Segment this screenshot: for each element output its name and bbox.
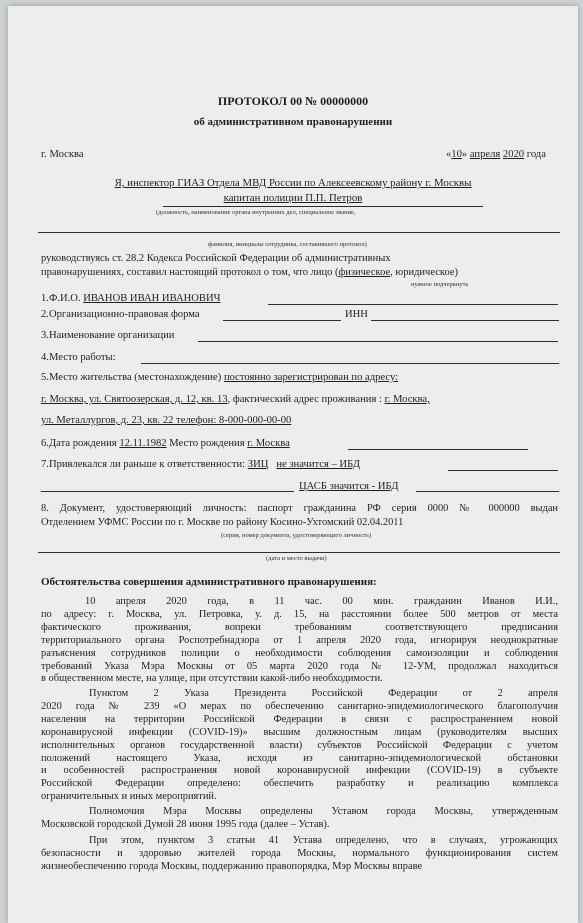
- circumstances-p3-line: Полномочия Мэра Москвы определены Уставом города Москвы, утвержденным: [89, 806, 558, 817]
- inspector-rule-2: [38, 232, 560, 233]
- circumstances-p2-line: коронавирусной инфекции (COVID-19)» высшим должностным лицам (руководителям высших: [41, 726, 558, 738]
- id-doc-rule: [38, 552, 560, 553]
- circumstances-p4-line: безопасности и здоровью жителей города Москвы, нормального функционирования систем: [41, 847, 558, 859]
- field-residence-line-2: г. Москва, ул. Святоозерская, д. 12, кв. 13, фактический адрес проживания : г. Москва,: [41, 394, 430, 405]
- inspector-rule: [163, 206, 483, 207]
- prior-rule-2: [41, 491, 294, 492]
- circumstances-p4-line: жизнеобеспечению города Москвы, поддержанию правопорядка, Мэр Москвы вправе: [41, 860, 423, 872]
- circumstances-p2-line: населения на территории Российской Федерации в связи с распространением новой: [41, 713, 558, 725]
- org-name-rule: [198, 341, 558, 342]
- circumstances-heading: Обстоятельства совершения административного правонарушения:: [41, 576, 377, 588]
- intro-caption: нужное подчеркнуть: [411, 281, 469, 288]
- document-subtitle: об административном правонарушении: [193, 116, 393, 128]
- city: г. Москва: [41, 149, 84, 160]
- field-prior-record-2: ЦАСБ значится - ИБД: [299, 481, 399, 492]
- field-inn: ИНН: [345, 309, 368, 320]
- circumstances-p3-line: Московской городской Думой 28 июня 1995 года (далее – Устав).: [41, 818, 330, 830]
- field-id-doc-line-1: 8. Документ, удостоверяющий личность: паспорт гражданина РФ серия 0000 № 000000 выдан: [41, 503, 558, 514]
- inspector-caption-1: (должность, наименование органа внутренних дел, специальное звание,: [156, 209, 356, 216]
- field-org-name: 3.Наименование организации: [41, 330, 175, 341]
- prior-rule-1: [448, 470, 558, 471]
- document-title: ПРОТОКОЛ 00 № 00000000: [217, 94, 369, 108]
- circumstances-p1-line: требований Указа Мэра Москвы от 05 марта 2020 года № 12-УМ, продолжал находиться: [41, 660, 558, 672]
- workplace-rule: [141, 363, 559, 364]
- document-date: «10» апреля 2020 года: [446, 149, 546, 160]
- id-doc-caption-1: (серия, номер документа, удостоверяющего личность): [221, 532, 372, 539]
- inspector-line-2: капитан полиции П.П. Петров: [223, 192, 363, 204]
- field-workplace: 4.Место работы:: [41, 352, 116, 363]
- prior-rule-3: [416, 491, 559, 492]
- circumstances-p2-line: Пунктом 2 Указа Президента Российской Федерации от 2 апреля: [89, 688, 558, 699]
- field-residence-line-3: ул. Металлургов, д. 23, кв. 22 телефон: 8-000-000-00-00: [41, 415, 292, 426]
- birth-rule: [348, 449, 528, 450]
- circumstances-p2-line: и особенностей распространения новой коронавирусной инфекции (COVID-19) в субъекте: [41, 765, 558, 777]
- id-doc-caption-2: (дата и место выдачи): [266, 555, 327, 562]
- circumstances-p1-line: территориального органа Роспотребнадзора от 1 апреля 2020 года, игнорируя неоднократные: [41, 634, 558, 646]
- circumstances-p1-line: по адресу: г. Москва, ул. Петровка, у. д. 15, на расстоянии более 500 метров от места: [41, 608, 558, 620]
- field-birth: 6.Дата рождения 12.11.1982 Место рождения г. Москва: [41, 438, 290, 449]
- fio-rule: [268, 304, 558, 305]
- circumstances-p2-line: 2020 года № 239 «О мерах по обеспечению санитарно-эпидемиологического благополучия: [41, 700, 558, 712]
- circumstances-p1-line: разъяснения сотрудников полиции о необходимости соблюдения самоизоляции и соблюдения: [41, 647, 558, 659]
- field-residence: 5.Место жительства (местонахождение) постоянно зарегистрирован по адресу:: [41, 372, 399, 383]
- field-fio: 1.Ф.И.О. ИВАНОВ ИВАН ИВАНОВИЧ: [41, 293, 221, 304]
- org-form-rule: [223, 320, 341, 321]
- circumstances-p1-line: в общественном месте, на улице, при отсутствии какой-либо необходимости.: [41, 673, 383, 685]
- circumstances-p1-line: фактического проживания, вопреки требованиям соответствующего предписания: [41, 621, 558, 633]
- protocol-document: [8, 6, 578, 923]
- intro-line-1: руководствуясь ст. 28.2 Кодекса Российской Федерации об административных: [41, 253, 391, 264]
- circumstances-p1-line: 10 апреля 2020 года, в 11 час. 00 мин. гражданин Иванов И.И.,: [85, 596, 558, 607]
- inspector-line-1: Я, инспектор ГИАЗ Отдела МВД России по Алексеевскому району г. Москвы: [114, 177, 472, 189]
- circumstances-p2-line: Российской Федерации определено: обеспечить разработку и реализацию комплекса: [41, 778, 558, 790]
- circumstances-p2-line: ограничительных и иных мероприятий.: [41, 791, 217, 803]
- intro-line-2: правонарушениях, составил настоящий протокол о том, что лицо (физическое, юридическое): [41, 267, 459, 278]
- field-id-doc-line-2: Отделением УФМС России по г. Москве по району Косино-Ухтомский 02.04.2011: [41, 517, 404, 528]
- circumstances-p2-line: положений настоящего Указа, исходя из санитарно-эпидемиологической обстановки: [41, 752, 558, 764]
- inspector-caption-2: фамилия, инициалы сотрудника, составившего протокол): [208, 241, 367, 248]
- inn-rule: [371, 320, 559, 321]
- circumstances-p4-line: При этом, пунктом 3 статьи 41 Устава определено, что в случаях, угрожающих: [89, 835, 558, 846]
- field-prior-record: 7.Привлекался ли раньше к ответственности: ЗИЦ не значится – ИБД: [41, 459, 360, 470]
- field-org-form: 2.Организационно-правовая форма: [41, 309, 200, 320]
- circumstances-p2-line: исполнительных органов государственной власти) субъектов Российской Федерации с учетом: [41, 739, 558, 751]
